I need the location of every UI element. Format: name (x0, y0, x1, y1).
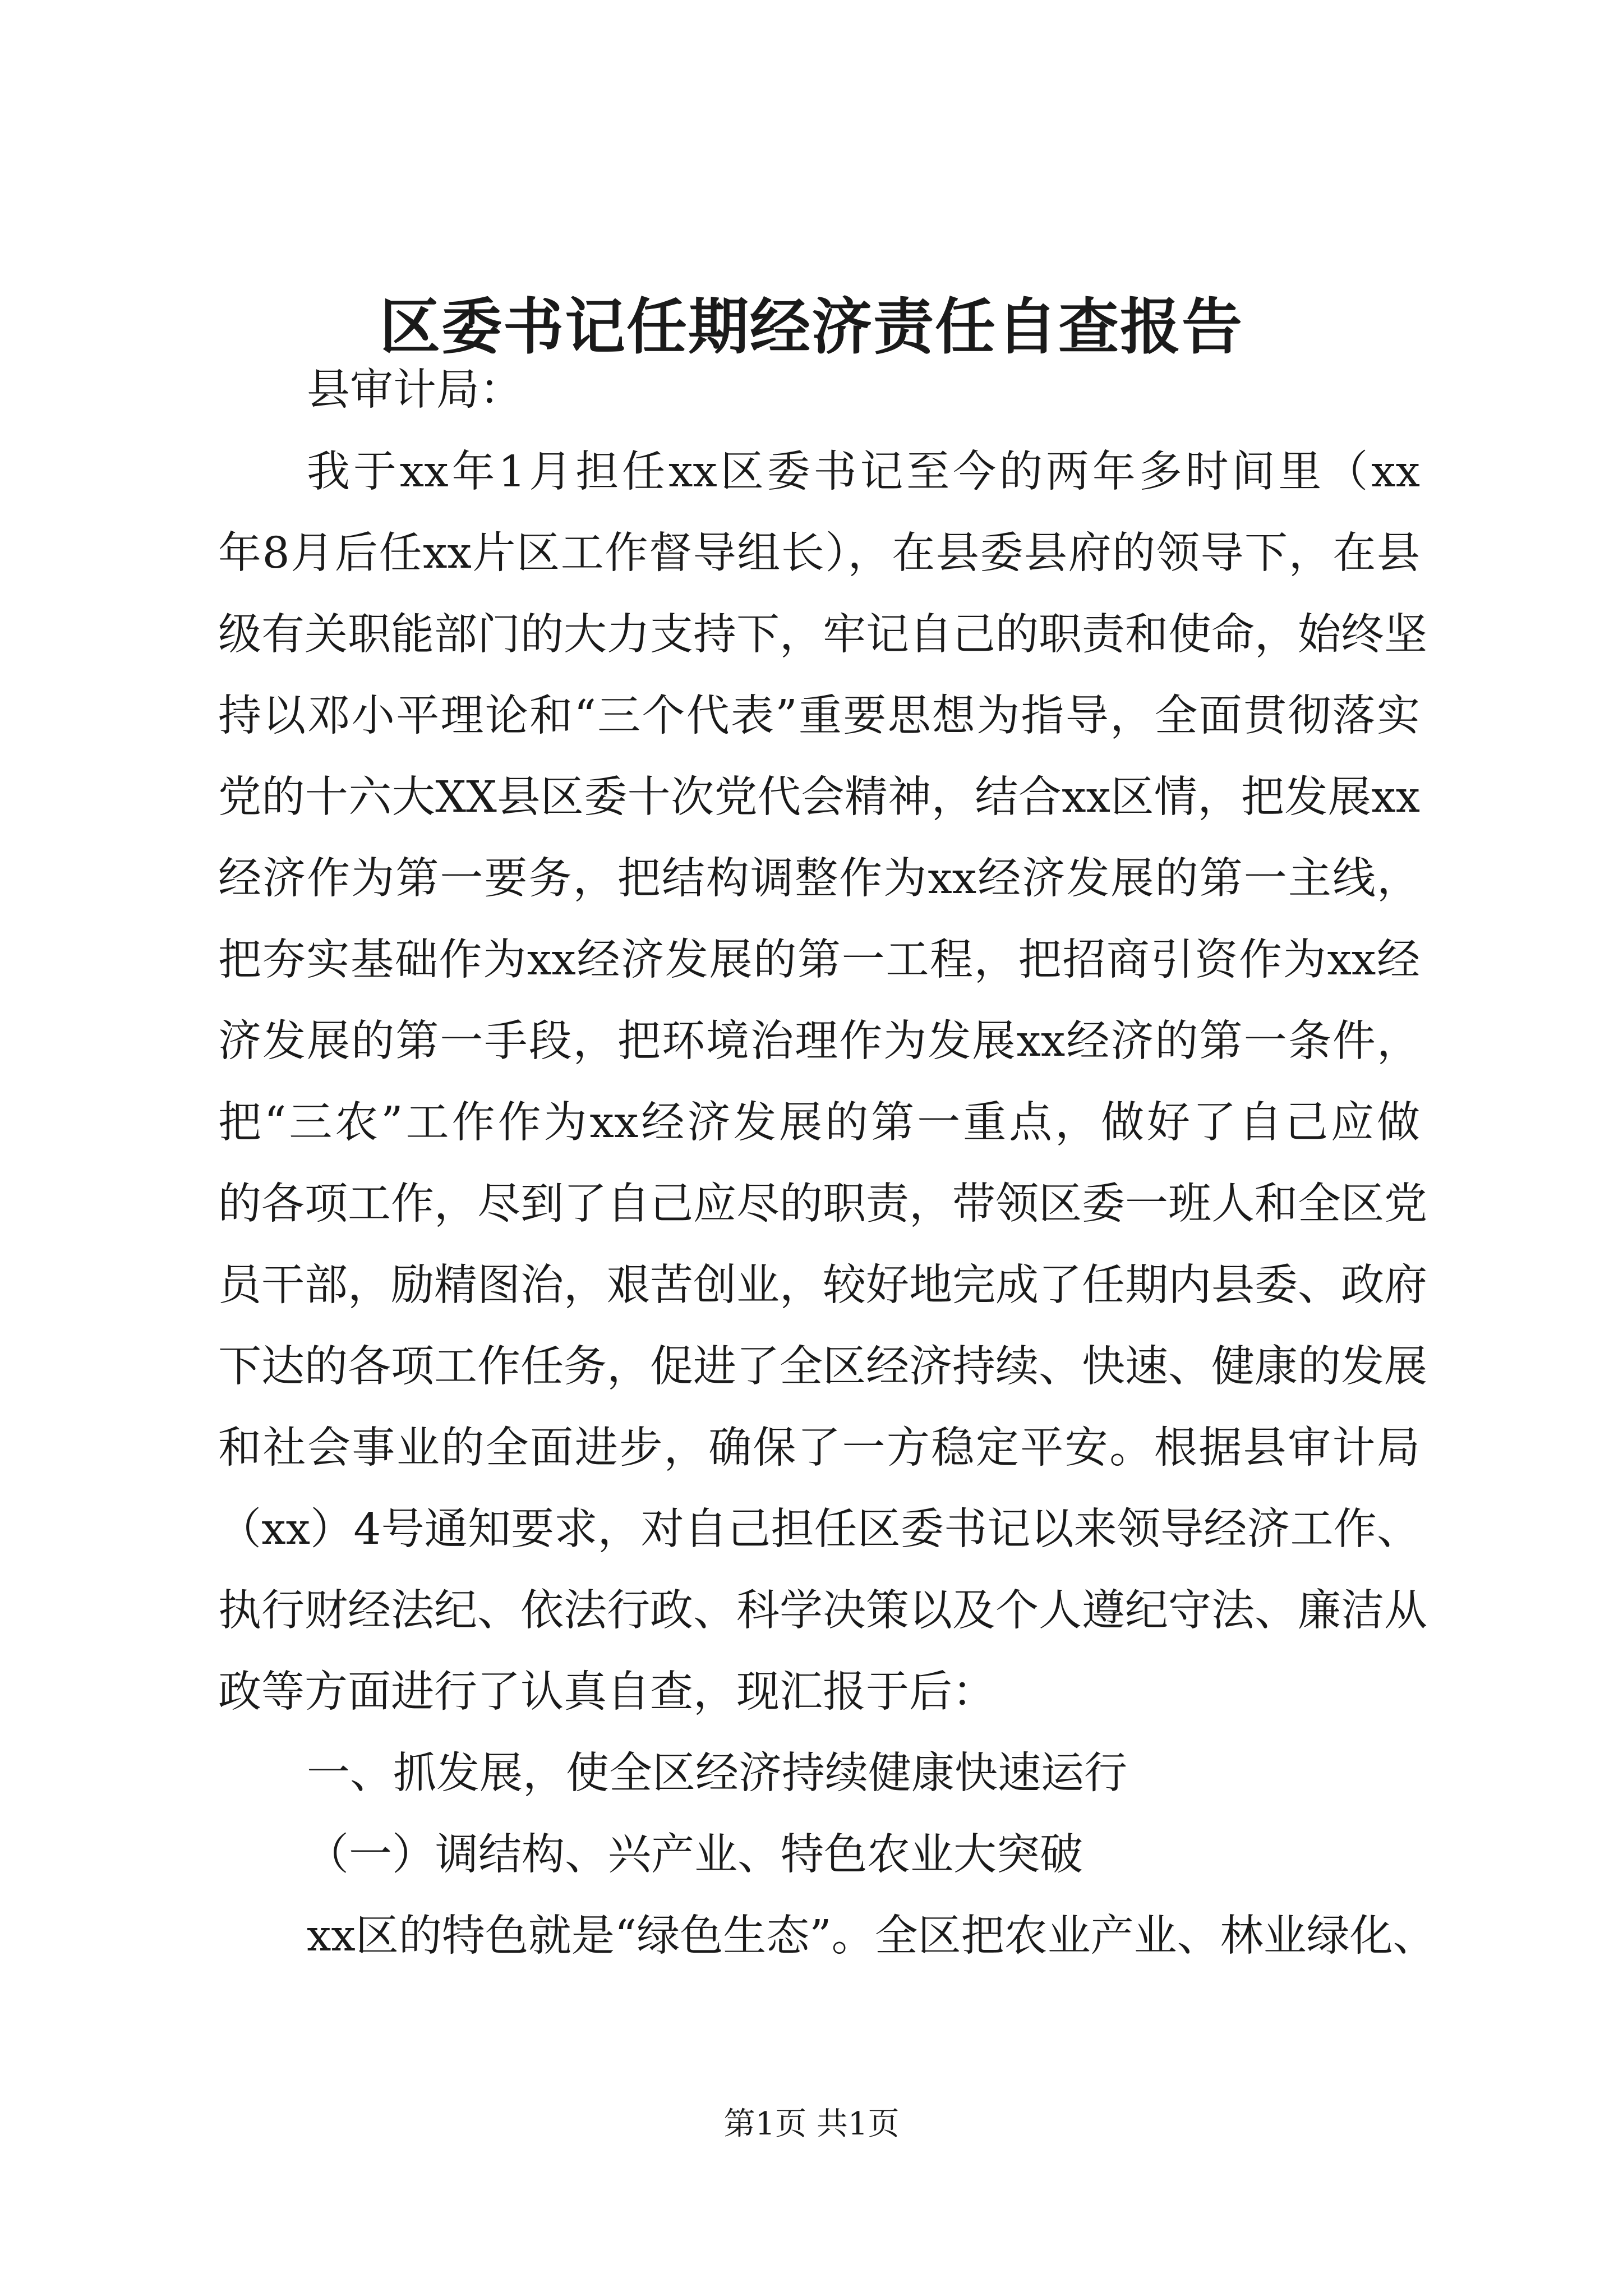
paragraph-line: 经济作为第一要务，把结构调整作为xx经济发展的第一主线， (218, 854, 1420, 904)
subsection-heading: （一）调结构、兴产业、特色农业大突破 (306, 1830, 1083, 1880)
paragraph-line: 级有关职能部门的大力支持下，牢记自己的职责和使命，始终坚 (218, 610, 1427, 660)
paragraph-line: xx区的特色就是“绿色生态”。全区把农业产业、林业绿化、 (307, 1911, 1436, 1961)
paragraph-line: 年8月后任xx片区工作督导组长），在县委县府的领导下，在县 (218, 528, 1420, 578)
paragraph-line: 党的十六大XX县区委十次党代会精神，结合xx区情，把发展xx (218, 772, 1420, 822)
document-title: 区委书记任期经济责任自查报告 (379, 292, 1243, 362)
paragraph-line: 持以邓小平理论和“三个代表”重要思想为指导，全面贯彻落实 (218, 691, 1420, 741)
paragraph-line: 和社会事业的全面进步，确保了一方稳定平安。根据县审计局 (218, 1423, 1420, 1473)
paragraph-line: 把夯实基础作为xx经济发展的第一工程，把招商引资作为xx经 (218, 935, 1420, 985)
page-number-footer: 第1页 共1页 (723, 2106, 900, 2142)
paragraph-line: （xx）4号通知要求，对自己担任区委书记以来领导经济工作、 (218, 1504, 1420, 1554)
paragraph-line: 把“三农”工作作为xx经济发展的第一重点，做好了自己应做 (218, 1098, 1420, 1148)
paragraph-line: 员干部，励精图治，艰苦创业，较好地完成了任期内县委、政府 (218, 1260, 1427, 1310)
paragraph-line: 我于xx年1月担任xx区委书记至今的两年多时间里（xx (307, 447, 1420, 497)
salutation: 县审计局： (307, 365, 523, 415)
paragraph-line: 执行财经法纪、依法行政、科学决策以及个人遵纪守法、廉洁从 (218, 1586, 1427, 1636)
paragraph-line: 政等方面进行了认真自查，现汇报于后： (218, 1667, 995, 1717)
paragraph-line: 下达的各项工作任务，促进了全区经济持续、快速、健康的发展 (218, 1342, 1427, 1392)
section-heading: 一、抓发展，使全区经济持续健康快速运行 (307, 1749, 1127, 1798)
paragraph-line: 济发展的第一手段，把环境治理作为发展xx经济的第一条件， (218, 1016, 1420, 1066)
paragraph-line: 的各项工作，尽到了自己应尽的职责，带领区委一班人和全区党 (218, 1179, 1427, 1229)
